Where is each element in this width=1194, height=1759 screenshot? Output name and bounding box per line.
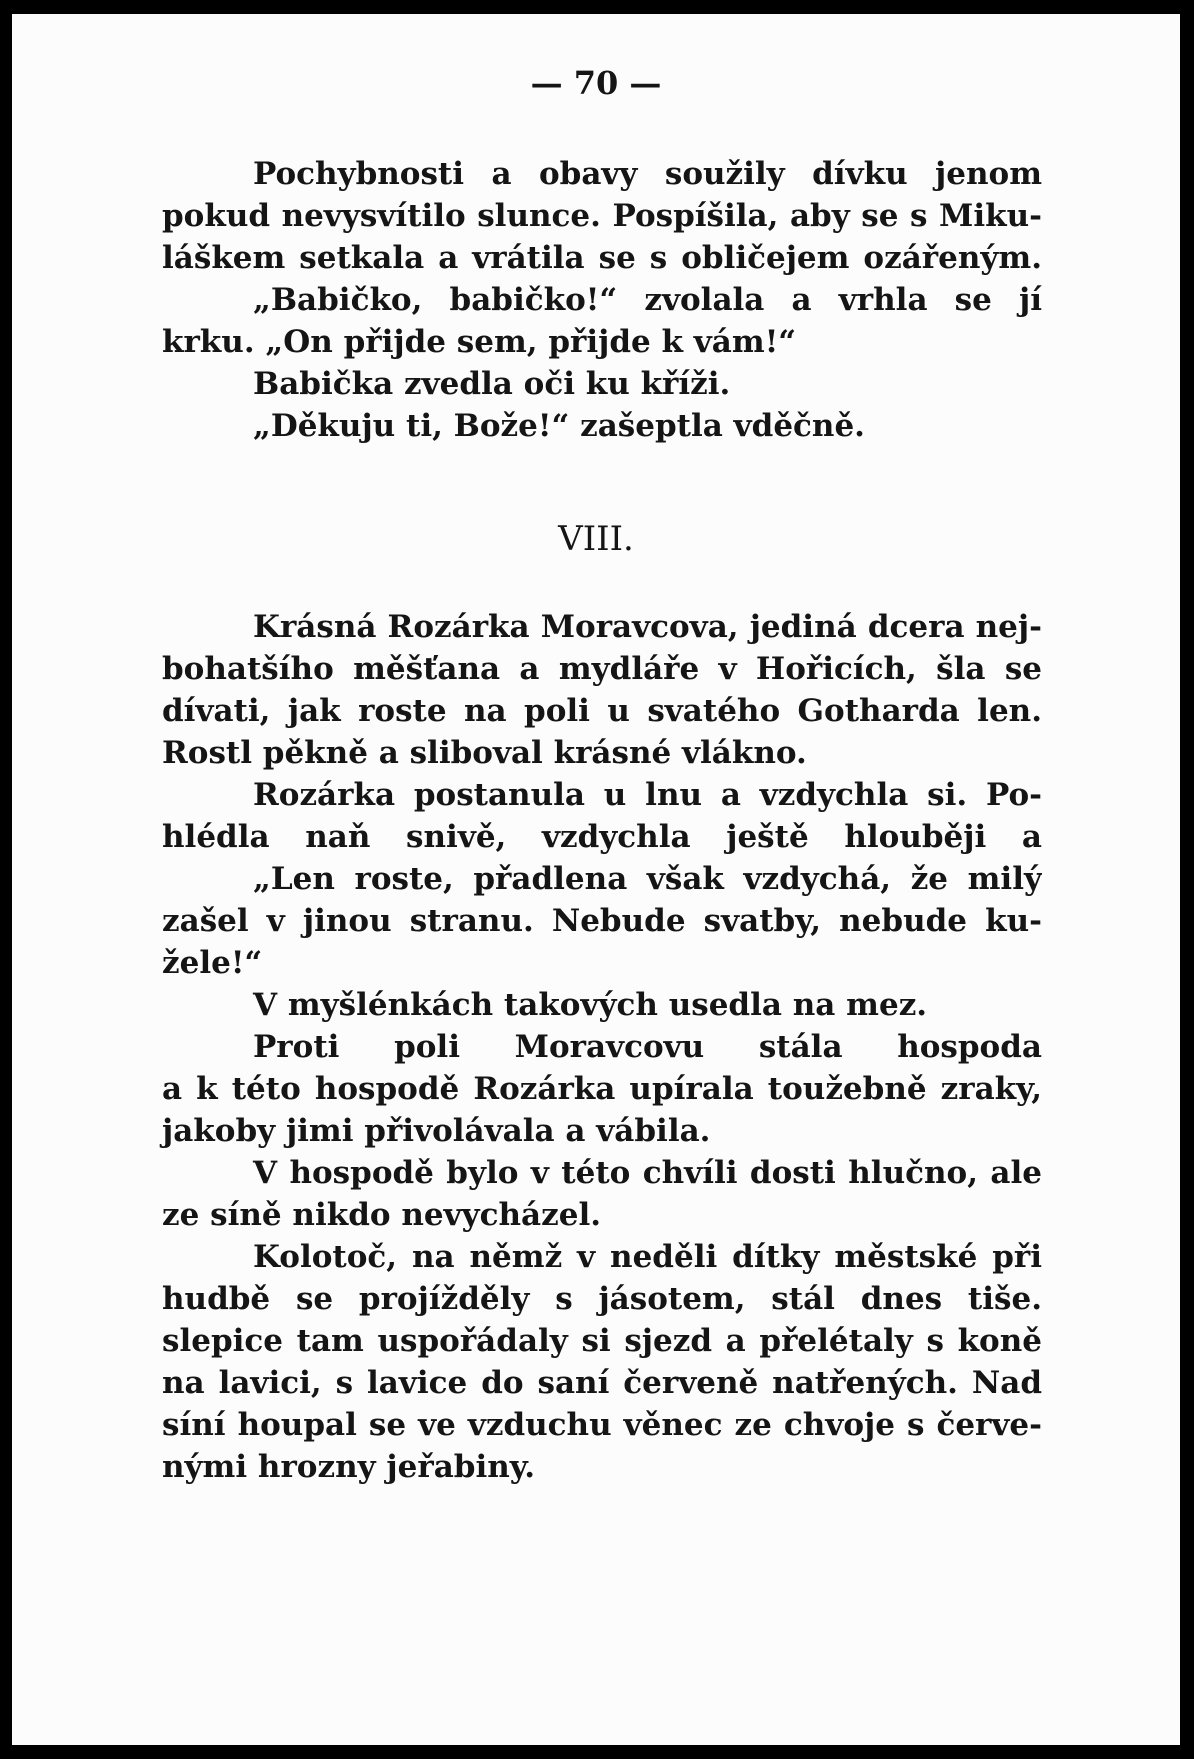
text-line: ze síně nikdo nevycházel. bbox=[162, 1197, 602, 1233]
text-line: V hospodě bylo v této chvíli dosti hlučno, ale bbox=[253, 1155, 1042, 1191]
text-line: V myšlénkách takových usedla na mez. bbox=[253, 987, 928, 1023]
book-page bbox=[12, 14, 1180, 1745]
text-line: hudbě se projížděly s jásotem, stál dnes tiše. bbox=[162, 1281, 1042, 1317]
text-line: nými hrozny jeřabiny. bbox=[162, 1449, 536, 1485]
text-line: hlédla naň snivě, vzdychla ještě hlouběji a bbox=[162, 819, 1042, 855]
text-line: „Děkuju ti, Bože!“ zašeptla vděčně. bbox=[253, 408, 865, 444]
text-line: Babička zvedla oči ku kříži. bbox=[253, 366, 731, 402]
text-line: pokud nevysvítilo slunce. Pospíšila, aby se s Miku- bbox=[162, 198, 1042, 234]
text-line: láškem setkala a vrátila se s obličejem ozářeným. bbox=[162, 240, 1042, 276]
page-number: — 70 — bbox=[530, 64, 662, 102]
text-line: slepice tam uspořádaly si sjezd a přelétaly s koně bbox=[162, 1323, 1042, 1359]
text-line: Rozárka postanula u lnu a vzdychla si. Po- bbox=[253, 777, 1042, 813]
text-block-chapter bbox=[162, 606, 1042, 1488]
text-line: dívati, jak roste na poli u svatého Gotharda len. bbox=[162, 693, 1042, 729]
text-line: Krásná Rozárka Moravcova, jediná dcera nej- bbox=[253, 609, 1042, 645]
text-line: krku. „On přijde sem, přijde k vám!“ bbox=[162, 324, 797, 360]
text-line: a k této hospodě Rozárka upírala toužebně zraky, bbox=[162, 1071, 1042, 1107]
text-line: Pochybnosti a obavy soužily dívku jenom bbox=[253, 156, 1042, 192]
text-block-intro bbox=[162, 153, 1042, 447]
text-line: „Len roste, přadlena však vzdychá, že milý bbox=[253, 861, 1042, 897]
text-line: žele!“ bbox=[162, 945, 263, 981]
text-line: bohatšího měšťana a mydláře v Hořicích, šla se bbox=[162, 651, 1042, 687]
chapter-heading: VIII. bbox=[558, 519, 634, 559]
text-line: zašel v jinou stranu. Nebude svatby, nebude ku- bbox=[162, 903, 1042, 939]
text-line: jakoby jimi přivolávala a vábila. bbox=[162, 1113, 711, 1149]
text-line: na lavici, s lavice do saní červeně natřených. Nad bbox=[162, 1365, 1042, 1401]
text-line: síní houpal se ve vzduchu věnec ze chvoje s červe- bbox=[162, 1407, 1042, 1443]
text-line: Rostl pěkně a sliboval krásné vlákno. bbox=[162, 735, 807, 771]
text-line: Proti poli Moravcovu stála hospoda bbox=[253, 1029, 1042, 1065]
text-line: „Babičko, babičko!“ zvolala a vrhla se jí bbox=[253, 282, 1042, 318]
text-line: Kolotoč, na němž v neděli dítky městské při bbox=[253, 1239, 1042, 1275]
